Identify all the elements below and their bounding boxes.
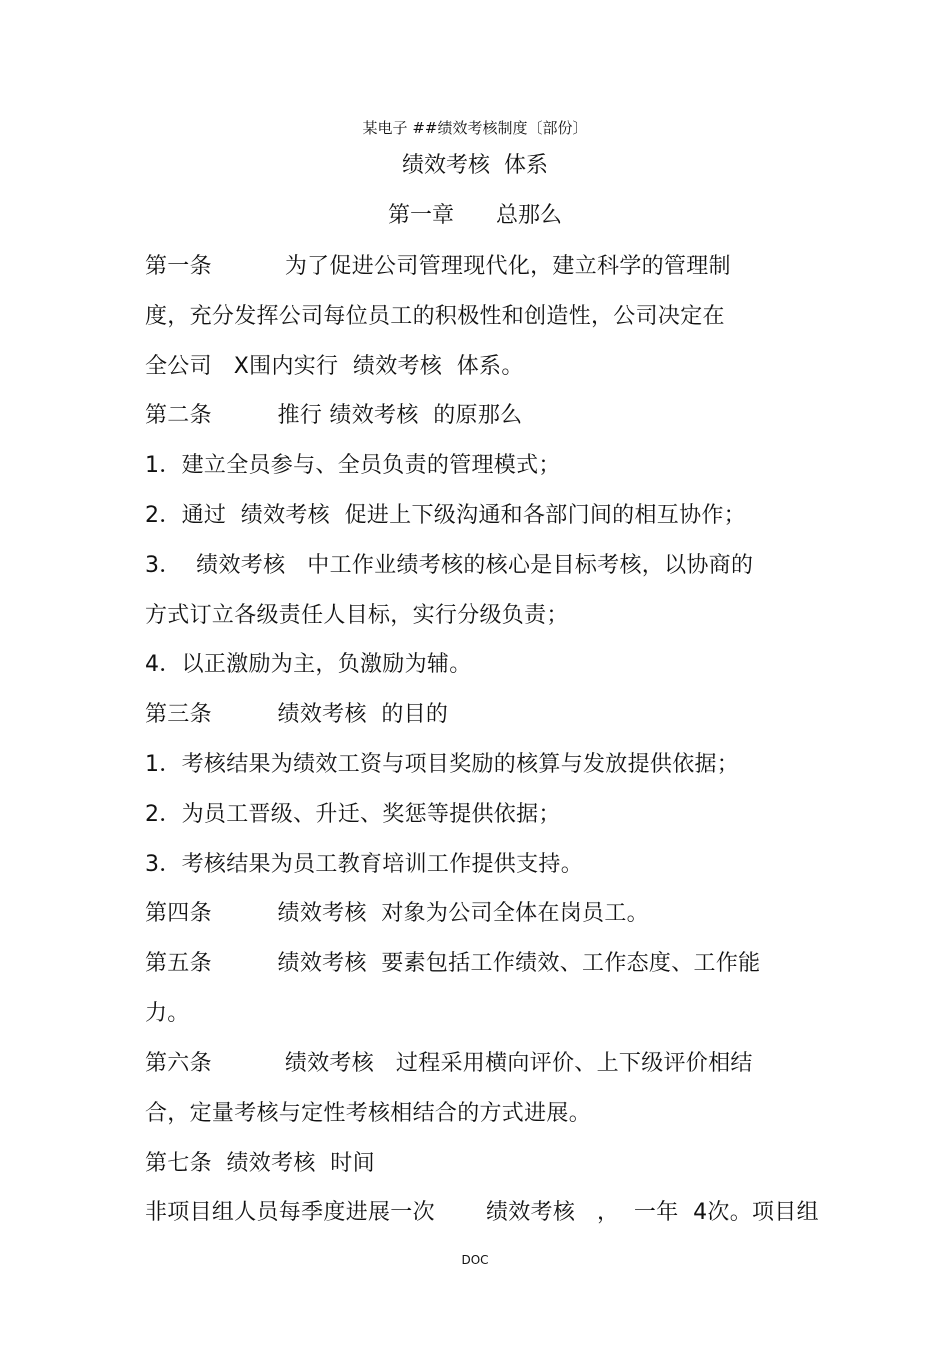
text-line: 4．以正激励为主，负激励为辅。: [145, 652, 472, 677]
document-title: 绩效考核 体系: [402, 153, 548, 178]
document-header: 某电子 ##绩效考核制度〔部份〕: [362, 119, 588, 137]
text-line: 1．建立全员参与、全员负责的管理模式；: [145, 453, 561, 478]
text-line: 2．通过 绩效考核 促进上下级沟通和各部门间的相互协作；: [145, 503, 746, 528]
text-line: 1．考核结果为绩效工资与项目奖励的核算与发放提供依据；: [145, 752, 740, 777]
text-line: 度，充分发挥公司每位员工的积极性和创造性，公司决定在: [145, 304, 725, 329]
chapter-heading: 第一章 总那么: [388, 203, 562, 228]
text-line: 第一条 为了促进公司管理现代化，建立科学的管理制: [145, 254, 731, 279]
text-line: 力。: [145, 1001, 190, 1026]
text-line: 全公司 X围内实行 绩效考核 体系。: [145, 354, 524, 379]
text-line: 2．为员工晋级、升迁、奖惩等提供依据；: [145, 802, 561, 827]
text-line: 第五条 绩效考核 要素包括工作绩效、工作态度、工作能: [145, 951, 761, 976]
text-line: 第二条 推行 绩效考核 的原那么: [145, 403, 523, 428]
text-line: 第四条 绩效考核 对象为公司全体在岗员工。: [145, 901, 649, 926]
text-line: 合，定量考核与定性考核相结合的方式进展。: [145, 1101, 592, 1126]
page-footer: DOC: [461, 1253, 489, 1267]
text-line: 第六条 绩效考核 过程采用横向评价、上下级评价相结: [145, 1051, 753, 1076]
text-line: 方式订立各级责任人目标，实行分级负责；: [145, 603, 569, 628]
text-line: 第七条 绩效考核 时间: [145, 1151, 375, 1176]
text-line: 非项目组人员每季度进展一次 绩效考核 ， 一年 4次。项目组: [145, 1200, 819, 1225]
text-line: 3．考核结果为员工教育培训工作提供支持。: [145, 852, 583, 877]
text-line: 3． 绩效考核 中工作业绩考核的核心是目标考核，以协商的: [145, 553, 754, 578]
text-line: 第三条 绩效考核 的目的: [145, 702, 449, 727]
